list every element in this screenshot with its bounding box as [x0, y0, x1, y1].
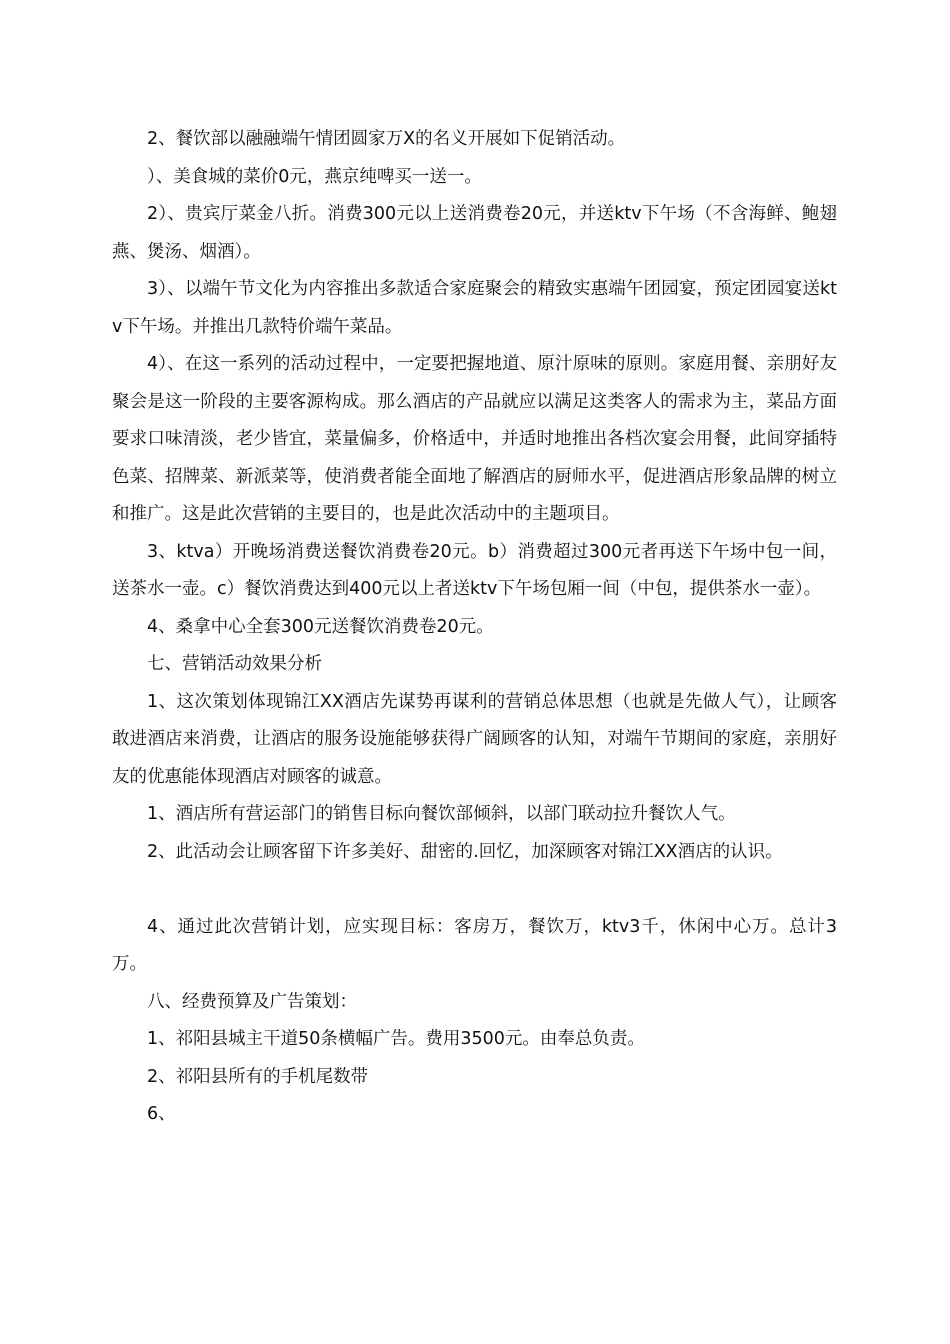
paragraph-food-court-offer: ）、美食城的菜价0元，燕京纯啤买一送一。 — [147, 166, 482, 187]
paragraph-customer-memories: 2、此活动会让顾客留下许多美好、甜密的.回忆，加深顾客对锦江XX酒店的认识。 — [147, 841, 783, 862]
blank-line — [112, 871, 837, 909]
paragraph-revenue-goals: 4、通过此次营销计划，应实现目标：客房万，餐饮万，ktv3千，休闲中心万。总计3万。 — [112, 916, 837, 974]
paragraph-strategy-reflection: 1、这次策划体现锦江XX酒店先谋势再谋利的营销总体思想（也就是先做人气），让顾客敢进酒店来消费，让酒店的服务设施能够获得广阔顾客的认知，对端午节期间的家庭，亲朋好友的优惠能体现酒店对顾客的诚意。 — [112, 691, 837, 787]
paragraph-item-six: 6、 — [147, 1104, 176, 1124]
paragraph-vip-hall-offer: 2）、贵宾厅菜金八折。消费300元以上送消费卷20元，并送ktv下午场（不含海鲜、鲍翅燕、煲汤、烟酒）。 — [112, 204, 837, 262]
paragraph-sauna-offer: 4、桑拿中心全套300元送餐饮消费卷20元。 — [147, 616, 494, 637]
paragraph-sales-targets: 1、酒店所有营运部门的销售目标向餐饮部倾斜，以部门联动拉升餐饮人气。 — [147, 804, 736, 824]
section-heading-effect-analysis: 七、营销活动效果分析 — [147, 654, 322, 674]
paragraph-reunion-banquet: 3）、以端午节文化为内容推出多款适合家庭聚会的精致实惠端午团园宴，预定团园宴送ktv下午场。并推出几款特价端午菜品。 — [112, 279, 837, 337]
document-body — [112, 121, 837, 1134]
paragraph-ktv-offers: 3、ktva）开晚场消费送餐饮消费卷20元。b）消费超过300元者再送下午场中包一间，送茶水一壶。c）餐饮消费达到400元以上者送ktv下午场包厢一间（中包，提供茶水一壶）。 — [112, 541, 837, 599]
paragraph-activity-principles: 4）、在这一系列的活动过程中，一定要把握地道、原汁原味的原则。家庭用餐、亲朋好友聚会是这一阶段的主要客源构成。那么酒店的产品就应以满足这类客人的需求为主，菜品方面要求口味清淡，老少皆宜，菜量偏多，价格适中，并适时地推出各档次宴会用餐，此间穿插特色菜、招牌菜、新派菜等，使消费者能全面地了解酒店的厨师水平，促进酒店形象品牌的树立和推广。这是此次营销的主要目的，也是此次活动中的主题项目。 — [112, 354, 837, 524]
section-heading-budget-advertising: 八、经费预算及广告策划： — [147, 991, 357, 1012]
paragraph-banner-ads: 1、祁阳县城主干道50条横幅广告。费用3500元。由奉总负责。 — [147, 1029, 645, 1049]
paragraph-catering-promo-intro: 2、餐饮部以融融端午情团圆家万X的名义开展如下促销活动。 — [147, 129, 626, 149]
paragraph-mobile-numbers: 2、祁阳县所有的手机尾数带 — [147, 1066, 369, 1087]
